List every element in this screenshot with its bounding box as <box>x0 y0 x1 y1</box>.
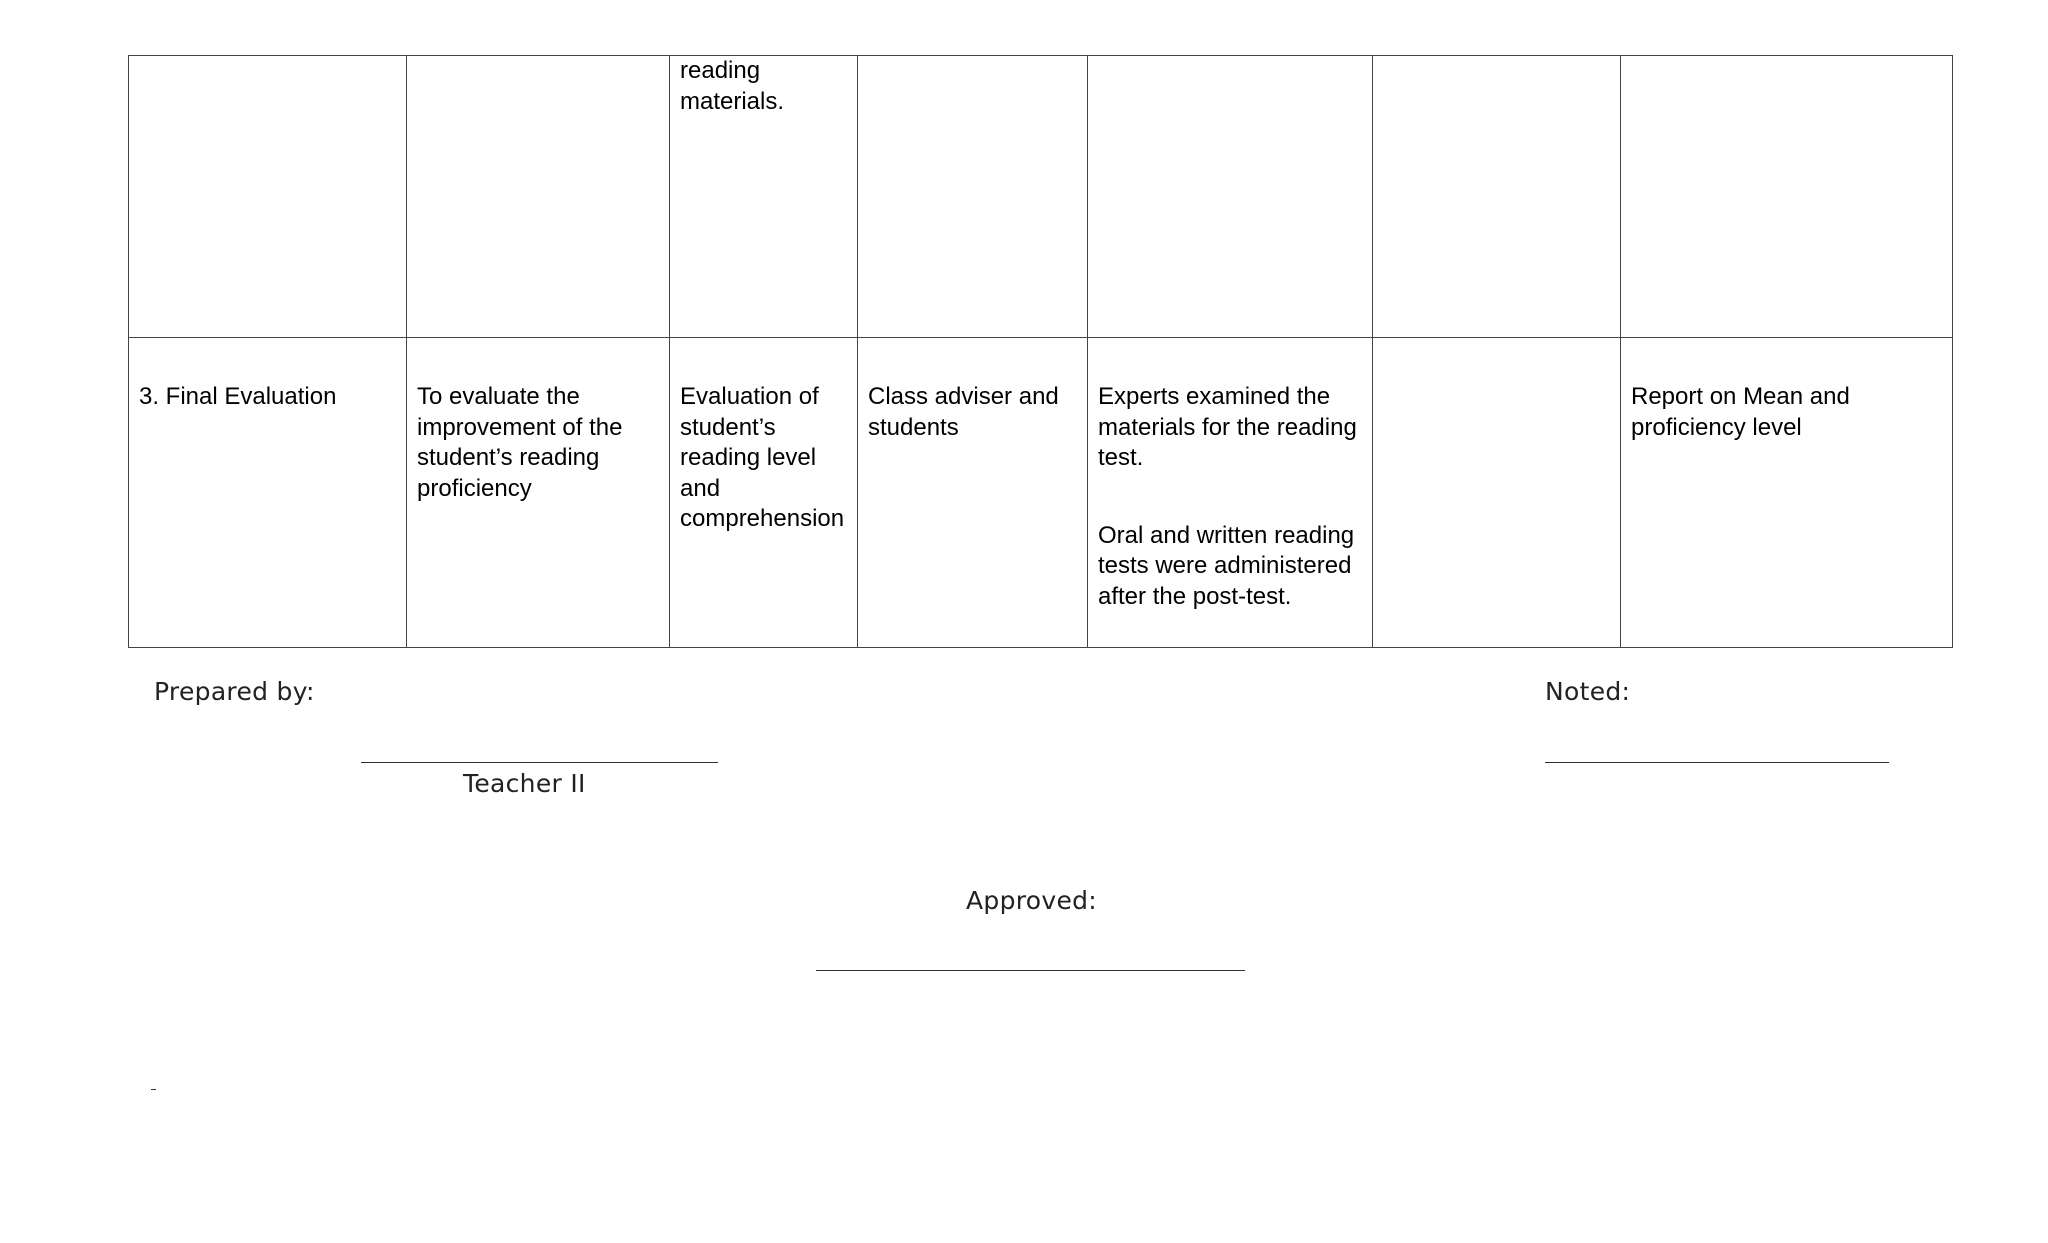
cell-col6 <box>1373 338 1621 648</box>
cell-col6-continued <box>1373 56 1621 338</box>
approved-label: Approved: <box>966 886 1098 915</box>
prepared-title: Teacher II <box>463 769 586 798</box>
cell-activity: Evaluation of student’s reading level and comprehension <box>670 338 858 648</box>
table-row-continued <box>129 56 1953 338</box>
noted-label: Noted: <box>1545 677 1631 706</box>
output-paragraph-1: Experts examined the materials for the reading test. <box>1098 383 1357 471</box>
prepared-signature-line <box>361 762 718 763</box>
output-paragraph-2: Oral and written reading tests were administered after the post-test. <box>1098 521 1355 610</box>
cell-output-continued <box>1088 56 1373 338</box>
table-row-final-evaluation <box>129 338 1953 648</box>
action-plan-table <box>128 55 1953 648</box>
noted-signature-line <box>1545 762 1889 763</box>
approved-signature-line <box>816 970 1245 971</box>
cell-report-continued <box>1621 56 1953 338</box>
cell-persons-continued <box>858 56 1088 338</box>
stray-dash-mark <box>151 1089 156 1090</box>
prepared-by-label: Prepared by: <box>154 677 315 706</box>
cell-phase-continued <box>129 56 407 338</box>
cell-phase: 3. Final Evaluation <box>129 338 407 648</box>
cell-persons: Class adviser and students <box>858 338 1088 648</box>
cell-objective: To evaluate the improvement of the student’s reading proficiency <box>407 338 670 648</box>
cell-report: Report on Mean and proficiency level <box>1621 338 1953 648</box>
cell-activity-continued: reading materials. <box>670 56 858 338</box>
cell-output <box>1088 338 1373 648</box>
cell-objective-continued <box>407 56 670 338</box>
